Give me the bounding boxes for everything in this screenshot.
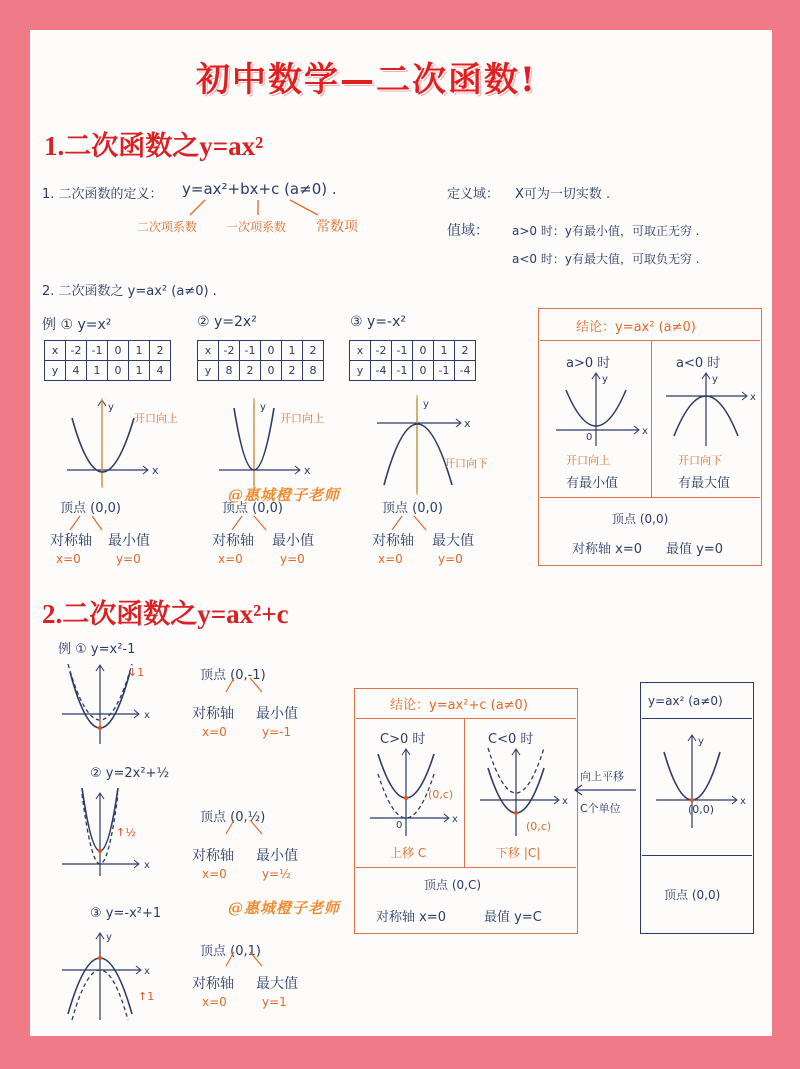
ex3-open: 开口向下 (444, 457, 488, 470)
svg-text:0: 0 (396, 820, 403, 831)
base-divider-1 (642, 718, 752, 719)
s2-ex3-vertex: 顶点 (0,1) (200, 944, 261, 959)
ex3-ext: 最大值 (432, 533, 474, 549)
svg-text:x: x (304, 464, 311, 477)
ex2-axis-val: x=0 (218, 552, 243, 566)
s2-ex3-ext: 最大值 (256, 976, 298, 992)
ex1-axis-val: x=0 (56, 552, 81, 566)
ex1-open: 开口向上 (134, 412, 178, 425)
svg-text:y: y (260, 402, 266, 413)
ex1-ext-val: y=0 (116, 552, 141, 566)
domain-text: X可为一切实数 . (515, 187, 611, 202)
shift-text-1: 向上平移 (580, 770, 624, 783)
base-vertex: 顶点 (0,0) (664, 888, 721, 902)
example2-label: ② y=2x² (197, 314, 257, 330)
s2-example2-label: ② y=2x²+½ (90, 766, 170, 781)
coef-const-label: 常数项 (316, 219, 358, 235)
section2-label-arrows (180, 676, 380, 1036)
conclusion2-vertex: 顶点 (0,C) (424, 878, 482, 892)
svg-text:y: y (423, 399, 429, 410)
value-table-1: x -2 -1 0 1 2 y 4 1 0 1 4 (44, 340, 171, 381)
conclusion2-left-head: C>0 时 (380, 732, 426, 747)
conclusion1-left-head: a>0 时 (566, 356, 611, 371)
value-table-2: x -2 -1 0 1 2 y 8 2 0 2 8 (197, 340, 324, 381)
example1-label: 例 ① y=x² (42, 317, 112, 333)
section1-heading: 1.二次函数之y=ax² (44, 131, 264, 161)
svg-text:x: x (562, 796, 568, 807)
ex2-axis: 对称轴 (212, 533, 254, 549)
svg-text:x: x (642, 426, 648, 437)
conclusion1-axis: 对称轴 x=0 (572, 542, 642, 557)
conclusion2-left-pt: (0,c) (428, 788, 454, 801)
domain-label: 定义域： (447, 187, 500, 202)
s2-example3-label: ③ y=-x²+1 (90, 906, 162, 921)
range-label: 值域： (447, 223, 489, 239)
svg-text:y: y (712, 374, 718, 385)
ex3-ext-val: y=0 (438, 552, 463, 566)
value-table-3: x -2 -1 0 1 2 y -4 -1 0 -1 -4 (349, 340, 476, 381)
ex2-open: 开口向上 (280, 412, 324, 425)
conclusion1-left-ext: 有最小值 (566, 476, 619, 491)
svg-text:0: 0 (586, 432, 593, 443)
conclusion1-title: 结论：y=ax² (a≠0) (576, 320, 696, 335)
conclusion2-right-pt: (0,c) (526, 820, 552, 833)
s2-ex1-vertex: 顶点 (0,-1) (200, 668, 266, 683)
coef-lin-label: 一次项系数 (226, 220, 287, 234)
s2-ex3-axis: 对称轴 (192, 976, 234, 992)
s2-ex2-shift: ↑½ (116, 826, 136, 839)
ex3-axis-val: x=0 (378, 552, 403, 566)
base-title: y=ax² (a≠0) (648, 694, 723, 708)
svg-text:y: y (106, 932, 112, 943)
s2-ex1-axis: 对称轴 (192, 706, 234, 722)
conclusion1-ext: 最值 y=0 (666, 542, 723, 557)
conclusion2-left-foot: 上移 C (390, 846, 427, 860)
conclusion1-vertex: 顶点 (0,0) (612, 512, 669, 526)
conclusion1-right-open: 开口向下 (678, 454, 722, 467)
ex2-ext: 最小值 (272, 533, 314, 549)
svg-text:y: y (108, 402, 114, 413)
section2-heading: 2.二次函数之y=ax²+c (42, 599, 289, 629)
section1-label-arrows (40, 512, 520, 552)
conclusion2-divider-h (356, 718, 576, 719)
conclusion2-divider-h2 (356, 867, 576, 868)
coef-quad-label: 二次项系数 (137, 220, 198, 234)
ex1-axis: 对称轴 (50, 533, 92, 549)
s2-ex3-ext-val: y=1 (262, 995, 287, 1009)
svg-text:x: x (740, 796, 746, 807)
range-negative: a<0 时：y有最大值，可取负无穷 . (512, 252, 700, 266)
example3-label: ③ y=-x² (350, 314, 406, 330)
s2-ex1-shift: ↓1 (128, 666, 145, 679)
base-pt: (0,0) (688, 803, 715, 816)
svg-text:x: x (152, 464, 159, 477)
svg-text:x: x (144, 710, 150, 721)
s2-ex1-ext-val: y=-1 (262, 725, 292, 739)
ex3-axis: 对称轴 (372, 533, 414, 549)
shift-text-2: C个单位 (580, 802, 621, 815)
svg-text:x: x (464, 417, 471, 430)
watermark-2: @惠城橙子老师 (228, 899, 341, 917)
conclusion2-ext: 最值 y=C (484, 910, 542, 925)
conclusion2-right-head: C<0 时 (488, 732, 534, 747)
conclusion1-left-graph (552, 372, 652, 452)
ex2-ext-val: y=0 (280, 552, 305, 566)
s2-ex2-axis: 对称轴 (192, 848, 234, 864)
page-title: 初中数学—二次函数! (196, 60, 537, 100)
conclusion2-axis: 对称轴 x=0 (376, 910, 446, 925)
conclusion2-title: 结论：y=ax²+c (a≠0) (390, 698, 528, 713)
svg-text:x: x (144, 966, 150, 977)
conclusion1-divider-h (540, 340, 760, 341)
svg-text:y: y (698, 736, 704, 747)
graph-y-neg-x2 (372, 395, 492, 495)
svg-text:x: x (452, 814, 458, 825)
base-divider-2 (642, 855, 752, 856)
s2-ex1-axis-val: x=0 (202, 725, 227, 739)
range-positive: a>0 时：y有最小值，可取正无穷 . (512, 224, 700, 238)
s2-ex3-axis-val: x=0 (202, 995, 227, 1009)
s2-example1-label: 例 ① y=x²-1 (58, 642, 136, 657)
s2-ex2-axis-val: x=0 (202, 867, 227, 881)
s2-ex2-vertex: 顶点 (0,½) (200, 810, 266, 825)
s2-ex1-ext: 最小值 (256, 706, 298, 722)
conclusion1-right-ext: 有最大值 (678, 476, 731, 491)
ex3-vertex: 顶点 (0,0) (382, 501, 443, 516)
watermark-1: @惠城橙子老师 (228, 486, 341, 504)
s2-ex2-ext: 最小值 (256, 848, 298, 864)
svg-text:y: y (602, 374, 608, 385)
ex2-vertex: 顶点 (0,0) (222, 501, 283, 516)
conclusion2-right-foot: 下移 |C| (496, 846, 541, 860)
s2-ex3-shift: ↑1 (138, 990, 155, 1003)
s2-ex2-ext-val: y=½ (262, 867, 291, 881)
ex1-ext: 最小值 (108, 533, 150, 549)
definition-label: 1. 二次函数的定义： (42, 187, 163, 202)
definition-formula: y=ax²+bx+c (a≠0) . (182, 180, 337, 198)
shift-arrow (572, 780, 642, 800)
graph-x2-minus-1 (58, 658, 178, 748)
subsection-label: 2. 二次函数之 y=ax² (a≠0) . (42, 284, 217, 299)
conclusion1-divider-h2 (540, 497, 760, 498)
conclusion1-left-open: 开口向上 (566, 454, 610, 467)
base-graph (652, 732, 752, 832)
conclusion1-right-head: a<0 时 (676, 356, 721, 371)
svg-text:x: x (750, 392, 756, 403)
conclusion1-right-graph (662, 372, 762, 452)
ex1-vertex: 顶点 (0,0) (60, 501, 121, 516)
svg-text:x: x (144, 860, 150, 871)
graph-neg-x2-plus-1 (58, 928, 178, 1023)
